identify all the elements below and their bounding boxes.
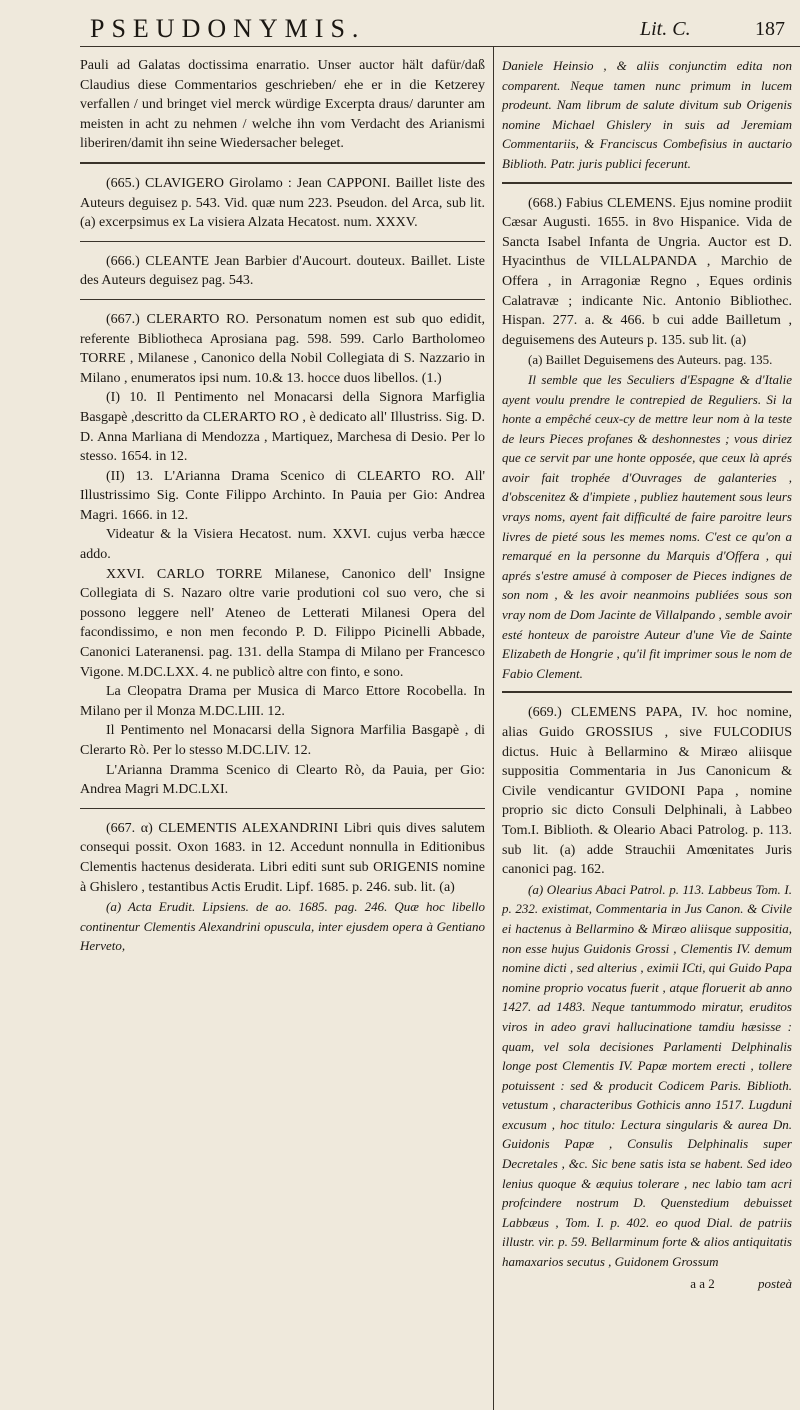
entry-paragraph: (666.) CLEANTE Jean Barbier d'Aucourt. douteux. Baillet. Liste des Auteurs deguisez pag. 543. (80, 253, 485, 289)
entry-paragraph: La Cleopatra Drama per Musica di Marco Ettore Rocobella. In Milano per il Monza M.DC.LIII. 12. (80, 684, 485, 719)
entry-667a (80, 819, 485, 956)
entry-paragraph: (I) 10. Il Pentimento nel Monacarsi della Signora Marfiglia Basgapè ,descritto da CLERARTO RO , è dedicato all' Illustriss. Sig. D. D. Anna Marliana di Mendozza , Martiquez, Marchesa di Desio. Per lo stesso. 1654. in 12. (80, 390, 485, 465)
entry-666 (80, 252, 485, 291)
entry-paragraph: (667.) CLERARTO RO. Personatum nomen est sub quo edidit, referente Bibliotheca Aprosiana pag. 598. 599. Carlo Bartholomeo TORRE , Milanese , Canonico della Nobil Collegiata di S. Nazzario in Milano , enumeratos ipsi num. 10.& 13. hocce duos libellos. (1.) (80, 311, 485, 386)
header-rule (80, 46, 800, 47)
signature-mark: a a 2 (690, 1275, 715, 1291)
entry-paragraph: Pauli ad Galatas doctissima enarratio. Unser auctor hält dafür/daß Claudius diese Commentarios geschrieben/ ehe er in die Ketzerey verfallen / und bringet viel merck würdige Excerpta draus/ darunter am meisten in acht zu nehmen / welche ihn vom Verdacht des Arianismi liberiren/damit ihn seine Wiedersacher beleget. (80, 58, 485, 152)
entry-667 (80, 310, 485, 800)
section-marker: Lit. C. (640, 18, 691, 40)
column-divider (493, 46, 494, 1410)
right-column (502, 56, 792, 1293)
entry-665 (80, 174, 485, 233)
entry-separator (80, 808, 485, 809)
left-column (80, 56, 485, 956)
running-header (80, 10, 790, 50)
entry-669 (502, 703, 792, 1271)
footnote-paragraph: (a) Olearius Abaci Patrol. p. 113. Labbeus Tom. I. p. 232. existimat, Commentaria in Jus Canon. & Civile ei hactenus à Bellarmino & Miræo aliisque suppositia, non esse hujus Guidonis Grossi , Clementis IV. demum nomine dicti , sed alterius , eximii ICti, qui Guido Papa nomine proprio vocatus fuerit , atque floruerit ab anno 1427. ad 1483. Neque tantummodo miratur, eruditos viros in adeo gravi hallucinatione tamdiu hæsisse : quam, vel sola decisiones Parlamenti Delphinalis longe post Clementis IV. Papæ mortem erecti , tollere potuissent : sed & producit Codicem Paris. Biblioth. vetustum , characteribus Gothicis anno 1517. Lugduni excusum , hoc titulo: Lectura singularis & aurea Dn. Guidonis Papæ , Consulis Delphinalis super Decretales , &c. Sic bene satis ista se habent. Sed ideo lenius quoque & æquius tolerare , nec labio tam acri profcindere nostrum D. Quenstedium debuisset Labbæus , Tom. I. p. 402. eo quod Dial. de patriis illustr. vir. p. 59. Bellarminum forte & alios antiquitatis hamaxarios secutus , Guidonem Grossum (502, 881, 792, 1270)
entry-paragraph: Daniele Heinsio , & aliis conjunctim edita non comparent. Neque tamen nunc primum in lucem prodeunt. Nam librum de salute divitum sub Origenis nomine Michael Ghislery in suis ad Jeremiam Commentariis, & Franciscus Combefisius in auctario Biblioth. Patr. juris publici fecerunt. (502, 58, 792, 171)
catchword-line (502, 1274, 792, 1294)
entry-paragraph: XXVI. CARLO TORRE Milanese, Canonico dell' Insigne Collegiata di S. Nazaro oltre varie produtioni col suo vero, che si possono leggere nell' Ateneo de Letterati Milanesi Opera del facondissimo, e non men fecondo P. D. Filippo Picinelli Abbade, Canonici Lateranensi. pag. 131. della Stampa di Milano per Francesco Vigone. M.DC.LXX. 4. ne publicò altre con finto, e sono. (80, 566, 485, 680)
entry-668 (502, 194, 792, 684)
entry-continuation (80, 56, 485, 154)
entry-paragraph: (665.) CLAVIGERO Girolamo : Jean CAPPONI. Baillet liste des Auteurs deguisez p. 543. Vid. quæ num 223. Pseudon. del Arca, sub lit. (a) excerpsimus ex La visiera Alzata Hecatost. num. XXXV. (80, 175, 485, 231)
footnote-paragraph: (a) Baillet Deguisemens des Auteurs. pag. 135. (528, 352, 773, 368)
catchword: posteà (758, 1275, 792, 1291)
entry-continuation-right (502, 56, 792, 174)
entry-paragraph: Videatur & la Visiera Hecatost. num. XXVI. cujus verba hæcce addo. (80, 527, 485, 563)
entry-separator (80, 241, 485, 242)
entry-paragraph: L'Arianna Dramma Scenico di Clearto Rò, da Pauia, per Gio: Andrea Magri M.DC.LXI. (80, 762, 485, 798)
entry-separator (80, 162, 485, 164)
entry-paragraph: Il Pentimento nel Monacarsi della Signora Marfilia Basgapè , di Clerarto Rò. Per lo stesso M.DC.LIV. 12. (80, 723, 485, 758)
entry-separator (502, 691, 792, 693)
entry-separator (502, 182, 792, 184)
entry-separator (80, 299, 485, 300)
footnote-paragraph: Il semble que les Seculiers d'Espagne & d'Italie ayent voulu prendre le contrepied de Reguliers. Si la honte a empêché ceux-cy de mettre leur nom à la teste de leurs Pieces profanes & deshonnestes ; vous diriez que ce servit par une honte opposée, que ceux là aprés avoir fait trophée d'Ouvrages de galanteries , d'obscenitez & d'impiete , publiez hautement sous leurs vrays noms, ayent fait difficulté de faire paroitre leurs livres de pieté sous les memes noms. C'est ce qu'on a remarqué en la personne du Marquis d'Offera , qui aprés s'estre amusé à composer de Pieces indignes de son nom , & les avoir neanmoins publiées sous son vray nom de Dom Jacinte de Villalpando , semble avoir esté honteux de paroistre Auteur d'une Vie de Sainte Elizabeth de Hongrie , qu'il fit imprimer sous le nom de Fabio Clement. (502, 371, 792, 681)
entry-paragraph: (667. α) CLEMENTIS ALEXANDRINI Libri quis dives salutem consequi possit. Oxon 1683. in 12. Accedunt nonnulla in Editionibus Clementis hactenus desiderata. Libri editi sunt sub ORIGENIS nomine à Ghislero , testantibus Actis Erudit. Lipf. 1685. p. 246. sub. lit. (a) (80, 820, 485, 895)
running-title: PSEUDONYMIS. (90, 14, 366, 43)
footnote-paragraph: (a) Acta Erudit. Lipsiens. de ao. 1685. pag. 246. Quæ hoc libello continentur Clementis Alexandrini opuscula, inter ejusdem opera à Gentiano Herveto, (80, 899, 485, 954)
entry-paragraph: (668.) Fabius CLEMENS. Ejus nomine prodiit Cæsar Augusti. 1655. in 8vo Hispanice. Vida de Sancta Isabel Infanta de Ungria. Auctor est D. Hyacinthus de VILLALPANDA , Marchio de Offera , in Arragoniæ Regno , Eques ordinis Calatravæ ; indicante Nic. Antonio Bibliothec. Hispan. 277. a. & 466. b cui adde Bailletum , deguisemens des Auteurs p. 135. sub lit. (a) (502, 195, 792, 348)
entry-paragraph: (II) 13. L'Arianna Drama Scenico di CLEARTO RO. All' Illustrissimo Sig. Conte Filippo Archinto. In Pauia per Gio: Andrea Magri. 1666. in 12. (80, 468, 485, 523)
entry-paragraph: (669.) CLEMENS PAPA, IV. hoc nomine, alias Guido GROSSIUS , sive FULCODIUS dictus. Huic à Bellarmino & Miræo aliisque suppositia Commentaria in Jus Canonicum & Civile vendicantur GVIDONI Papa , nomine proprio sic dicto Consuli Delphinali, à Labbeo Tom.I. Biblioth. & Oleario Abaci Patrolog. p. 113. sub lit. (a) adde Strauchii Amœnitates Juris canonici pag. 162. (502, 705, 792, 878)
page-number: 187 (755, 18, 785, 40)
